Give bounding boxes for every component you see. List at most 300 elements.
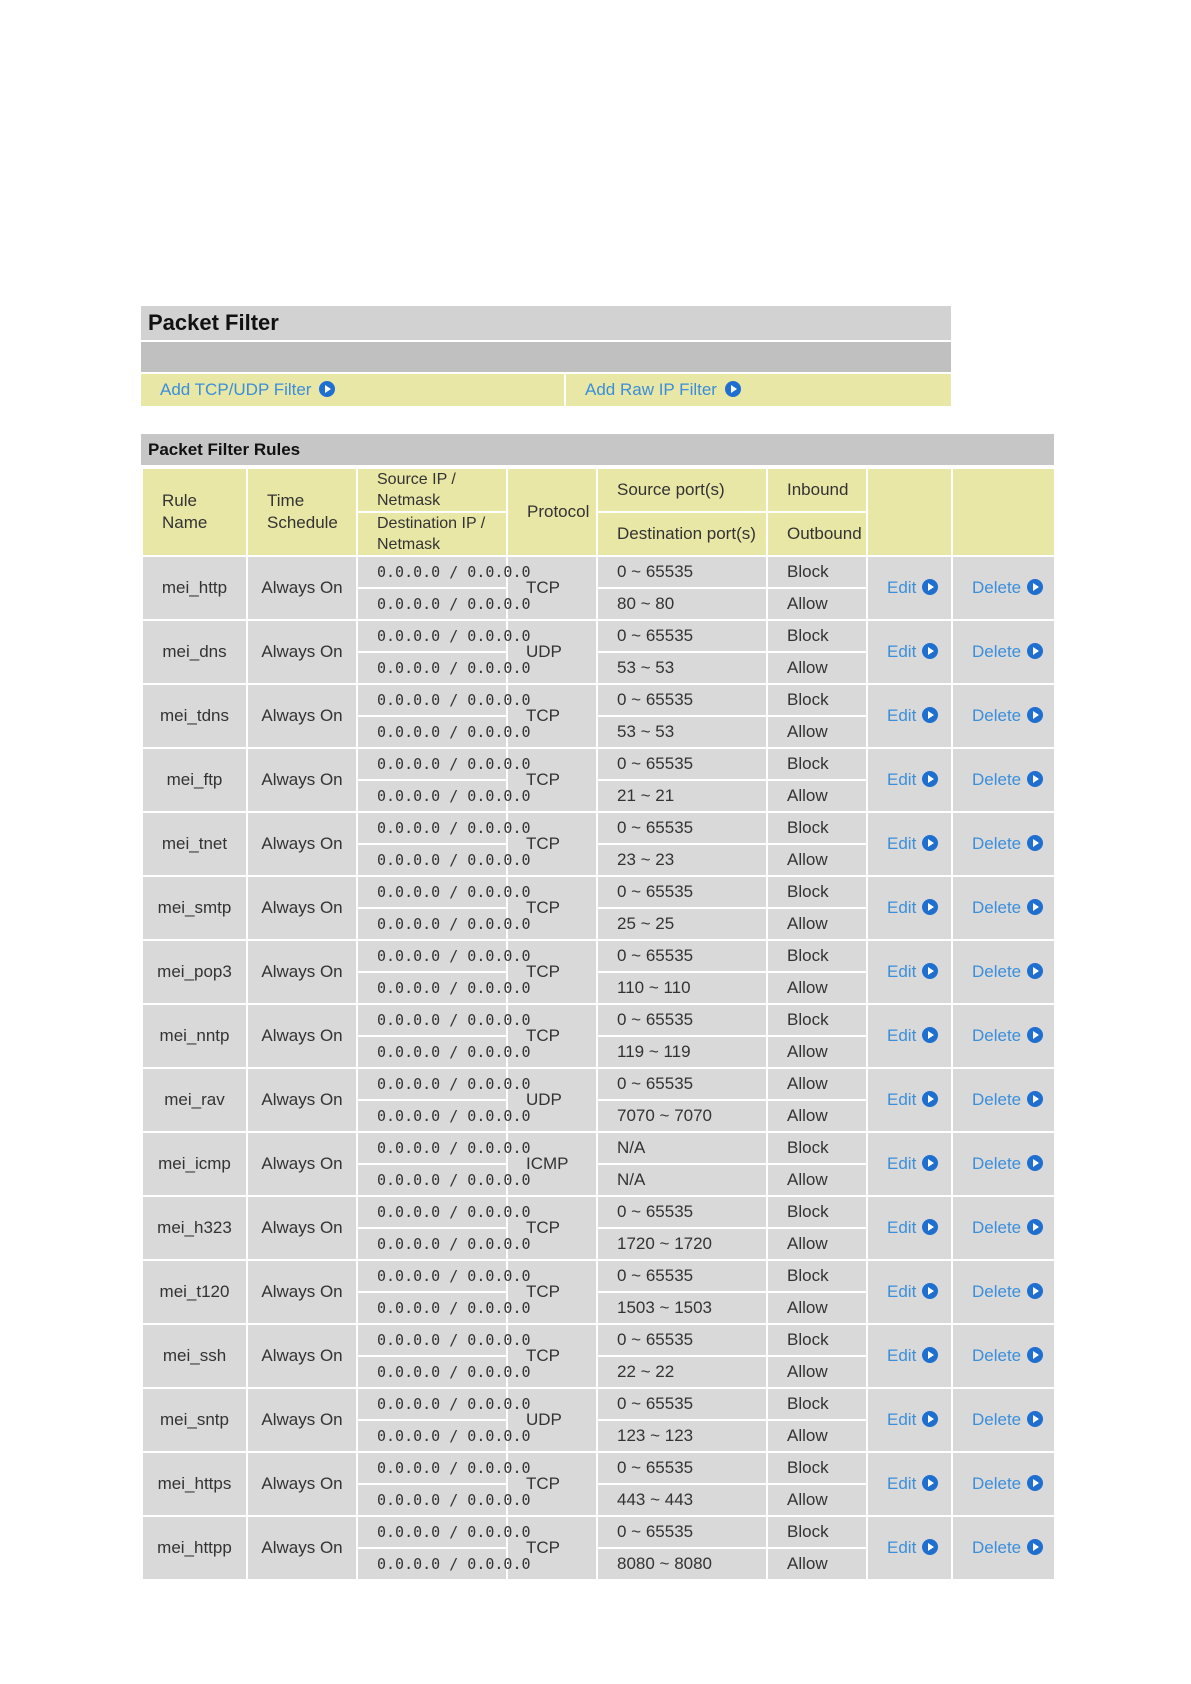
header-source-ports: Source port(s) <box>597 468 767 512</box>
delete-cell <box>952 1388 1055 1452</box>
destination-port-cell: 21 ~ 21 <box>597 780 767 812</box>
arrow-right-icon[interactable] <box>922 579 938 595</box>
add-raw-ip-filter-link[interactable] <box>585 380 741 399</box>
arrow-right-icon[interactable] <box>1027 963 1043 979</box>
delete-cell <box>952 1452 1055 1516</box>
rule-name-cell: mei_rav <box>142 1068 247 1132</box>
table-row <box>142 1132 1055 1164</box>
source-port-cell: 0 ~ 65535 <box>597 940 767 972</box>
source-port-cell: 0 ~ 65535 <box>597 1260 767 1292</box>
add-raw-ip-cell <box>566 374 951 406</box>
source-port-cell: N/A <box>597 1132 767 1164</box>
delete-cell <box>952 1324 1055 1388</box>
table-row <box>142 1260 1055 1292</box>
outbound-cell: Allow <box>767 1164 867 1196</box>
edit-cell <box>867 876 952 940</box>
header-outbound: Outbound <box>767 512 867 556</box>
source-ip-cell: 0.0.0.0 / 0.0.0.0 <box>357 1516 507 1548</box>
table-row <box>142 1324 1055 1356</box>
header-source-ip <box>357 468 507 512</box>
edit-button[interactable] <box>887 642 938 661</box>
arrow-right-icon[interactable] <box>922 707 938 723</box>
rule-name-cell: mei_sntp <box>142 1388 247 1452</box>
protocol-cell: TCP <box>507 940 597 1004</box>
edit-button[interactable] <box>887 1346 938 1365</box>
outbound-cell: Allow <box>767 1292 867 1324</box>
arrow-right-icon[interactable] <box>1027 771 1043 787</box>
time-schedule-cell: Always On <box>247 812 357 876</box>
rule-name-cell: mei_dns <box>142 620 247 684</box>
arrow-right-icon[interactable] <box>922 1539 938 1555</box>
packet-filter-spacer-bar <box>141 342 951 372</box>
edit-label: Edit <box>887 1282 917 1301</box>
table-row <box>142 556 1055 588</box>
delete-cell <box>952 1004 1055 1068</box>
time-schedule-cell: Always On <box>247 876 357 940</box>
outbound-cell: Allow <box>767 1484 867 1516</box>
delete-button[interactable] <box>972 898 1043 917</box>
edit-cell <box>867 556 952 620</box>
time-schedule-cell: Always On <box>247 1324 357 1388</box>
edit-cell <box>867 1068 952 1132</box>
time-schedule-cell: Always On <box>247 1260 357 1324</box>
source-ip-cell: 0.0.0.0 / 0.0.0.0 <box>357 1388 507 1420</box>
header-protocol: Protocol <box>507 468 597 556</box>
table-row <box>142 748 1055 780</box>
delete-cell <box>952 748 1055 812</box>
delete-label: Delete <box>972 1346 1022 1365</box>
arrow-right-icon[interactable] <box>1027 1539 1043 1555</box>
edit-label: Edit <box>887 642 917 661</box>
arrow-right-icon[interactable] <box>1027 1411 1043 1427</box>
source-ip-cell: 0.0.0.0 / 0.0.0.0 <box>357 1260 507 1292</box>
protocol-cell: TCP <box>507 748 597 812</box>
edit-button[interactable] <box>887 1410 938 1429</box>
edit-cell <box>867 1388 952 1452</box>
rule-name-cell: mei_nntp <box>142 1004 247 1068</box>
outbound-cell: Allow <box>767 844 867 876</box>
edit-cell <box>867 812 952 876</box>
rule-name-cell: mei_httpp <box>142 1516 247 1580</box>
edit-label: Edit <box>887 770 917 789</box>
destination-ip-cell: 0.0.0.0 / 0.0.0.0 <box>357 1484 507 1516</box>
source-port-cell: 0 ~ 65535 <box>597 876 767 908</box>
delete-cell <box>952 1260 1055 1324</box>
delete-cell <box>952 1516 1055 1580</box>
outbound-cell: Allow <box>767 652 867 684</box>
source-ip-cell: 0.0.0.0 / 0.0.0.0 <box>357 940 507 972</box>
edit-label: Edit <box>887 834 917 853</box>
edit-label: Edit <box>887 1090 917 1109</box>
destination-ip-cell: 0.0.0.0 / 0.0.0.0 <box>357 1292 507 1324</box>
destination-ip-cell: 0.0.0.0 / 0.0.0.0 <box>357 780 507 812</box>
rule-name-cell: mei_t120 <box>142 1260 247 1324</box>
arrow-right-icon[interactable] <box>1027 707 1043 723</box>
source-port-cell: 0 ~ 65535 <box>597 620 767 652</box>
edit-label: Edit <box>887 1154 917 1173</box>
protocol-cell: TCP <box>507 1452 597 1516</box>
header-time-schedule <box>247 468 357 556</box>
rules-table-header <box>142 468 1055 556</box>
table-row <box>142 1196 1055 1228</box>
edit-label: Edit <box>887 898 917 917</box>
source-ip-cell: 0.0.0.0 / 0.0.0.0 <box>357 1068 507 1100</box>
delete-cell <box>952 940 1055 1004</box>
outbound-cell: Allow <box>767 588 867 620</box>
destination-port-cell: 23 ~ 23 <box>597 844 767 876</box>
table-row <box>142 812 1055 844</box>
source-port-cell: 0 ~ 65535 <box>597 1004 767 1036</box>
add-tcp-udp-cell <box>141 374 564 406</box>
edit-cell <box>867 620 952 684</box>
source-port-cell: 0 ~ 65535 <box>597 684 767 716</box>
edit-button[interactable] <box>887 578 938 597</box>
destination-ip-cell: 0.0.0.0 / 0.0.0.0 <box>357 844 507 876</box>
header-edit-blank <box>867 468 952 556</box>
delete-button[interactable] <box>972 1026 1043 1045</box>
destination-ip-cell: 0.0.0.0 / 0.0.0.0 <box>357 1164 507 1196</box>
edit-label: Edit <box>887 1346 917 1365</box>
edit-button[interactable] <box>887 962 938 981</box>
destination-port-cell: 25 ~ 25 <box>597 908 767 940</box>
destination-port-cell: 53 ~ 53 <box>597 716 767 748</box>
arrow-right-icon[interactable] <box>319 381 335 397</box>
edit-button[interactable] <box>887 898 938 917</box>
edit-cell <box>867 748 952 812</box>
arrow-right-icon[interactable] <box>922 1155 938 1171</box>
delete-button[interactable] <box>972 1218 1043 1237</box>
delete-cell <box>952 556 1055 620</box>
delete-label: Delete <box>972 1090 1022 1109</box>
edit-label: Edit <box>887 1218 917 1237</box>
table-row <box>142 1388 1055 1420</box>
protocol-cell: UDP <box>507 620 597 684</box>
source-ip-cell: 0.0.0.0 / 0.0.0.0 <box>357 1004 507 1036</box>
outbound-cell: Allow <box>767 1100 867 1132</box>
inbound-cell: Block <box>767 876 867 908</box>
edit-button[interactable] <box>887 770 938 789</box>
edit-button[interactable] <box>887 1474 938 1493</box>
edit-cell <box>867 1004 952 1068</box>
edit-button[interactable] <box>887 1154 938 1173</box>
header-destination-ports: Destination port(s) <box>597 512 767 556</box>
add-tcp-udp-filter-link[interactable] <box>160 380 335 399</box>
time-schedule-cell: Always On <box>247 1516 357 1580</box>
delete-button[interactable] <box>972 1282 1043 1301</box>
time-schedule-cell: Always On <box>247 620 357 684</box>
edit-label: Edit <box>887 1026 917 1045</box>
delete-cell <box>952 1068 1055 1132</box>
delete-label: Delete <box>972 962 1022 981</box>
inbound-cell: Block <box>767 1388 867 1420</box>
arrow-right-icon[interactable] <box>1027 1475 1043 1491</box>
delete-button[interactable] <box>972 1154 1043 1173</box>
rule-name-cell: mei_tdns <box>142 684 247 748</box>
header-inbound: Inbound <box>767 468 867 512</box>
packet-filter-rules-title: Packet Filter Rules <box>141 434 1054 465</box>
arrow-right-icon[interactable] <box>922 643 938 659</box>
destination-ip-cell: 0.0.0.0 / 0.0.0.0 <box>357 1100 507 1132</box>
delete-button[interactable] <box>972 706 1043 725</box>
arrow-right-icon[interactable] <box>922 1091 938 1107</box>
table-row <box>142 1004 1055 1036</box>
delete-button[interactable] <box>972 578 1043 597</box>
arrow-right-icon[interactable] <box>1027 1219 1043 1235</box>
destination-ip-cell: 0.0.0.0 / 0.0.0.0 <box>357 588 507 620</box>
protocol-cell: TCP <box>507 684 597 748</box>
source-port-cell: 0 ~ 65535 <box>597 1452 767 1484</box>
destination-ip-cell: 0.0.0.0 / 0.0.0.0 <box>357 1548 507 1580</box>
outbound-cell: Allow <box>767 908 867 940</box>
edit-cell <box>867 1452 952 1516</box>
arrow-right-icon[interactable] <box>922 771 938 787</box>
arrow-right-icon[interactable] <box>1027 643 1043 659</box>
rule-name-cell: mei_http <box>142 556 247 620</box>
source-port-cell: 0 ~ 65535 <box>597 1516 767 1548</box>
source-ip-cell: 0.0.0.0 / 0.0.0.0 <box>357 1324 507 1356</box>
delete-label: Delete <box>972 642 1022 661</box>
edit-cell <box>867 1132 952 1196</box>
delete-cell <box>952 812 1055 876</box>
outbound-cell: Allow <box>767 716 867 748</box>
edit-button[interactable] <box>887 1538 938 1557</box>
inbound-cell: Block <box>767 556 867 588</box>
destination-port-cell: 7070 ~ 7070 <box>597 1100 767 1132</box>
header-delete-blank <box>952 468 1055 556</box>
inbound-cell: Block <box>767 1516 867 1548</box>
destination-port-cell: 22 ~ 22 <box>597 1356 767 1388</box>
source-port-cell: 0 ~ 65535 <box>597 1388 767 1420</box>
delete-label: Delete <box>972 1218 1022 1237</box>
source-ip-cell: 0.0.0.0 / 0.0.0.0 <box>357 1452 507 1484</box>
delete-label: Delete <box>972 1154 1022 1173</box>
edit-label: Edit <box>887 578 917 597</box>
destination-port-cell: 119 ~ 119 <box>597 1036 767 1068</box>
arrow-right-icon[interactable] <box>922 1283 938 1299</box>
header-rule-name <box>142 468 247 556</box>
arrow-right-icon[interactable] <box>725 381 741 397</box>
inbound-cell: Block <box>767 812 867 844</box>
source-ip-cell: 0.0.0.0 / 0.0.0.0 <box>357 556 507 588</box>
protocol-cell: TCP <box>507 1516 597 1580</box>
inbound-cell: Block <box>767 1196 867 1228</box>
delete-button[interactable] <box>972 1474 1043 1493</box>
table-row <box>142 1516 1055 1548</box>
delete-label: Delete <box>972 898 1022 917</box>
time-schedule-cell: Always On <box>247 940 357 1004</box>
delete-button[interactable] <box>972 1410 1043 1429</box>
edit-button[interactable] <box>887 1218 938 1237</box>
destination-ip-cell: 0.0.0.0 / 0.0.0.0 <box>357 1036 507 1068</box>
outbound-cell: Allow <box>767 780 867 812</box>
edit-label: Edit <box>887 1410 917 1429</box>
time-schedule-cell: Always On <box>247 684 357 748</box>
destination-port-cell: 110 ~ 110 <box>597 972 767 1004</box>
delete-label: Delete <box>972 1282 1022 1301</box>
source-port-cell: 0 ~ 65535 <box>597 556 767 588</box>
delete-cell <box>952 620 1055 684</box>
time-schedule-cell: Always On <box>247 1004 357 1068</box>
edit-button[interactable] <box>887 1026 938 1045</box>
arrow-right-icon[interactable] <box>1027 899 1043 915</box>
edit-button[interactable] <box>887 706 938 725</box>
source-ip-cell: 0.0.0.0 / 0.0.0.0 <box>357 1196 507 1228</box>
delete-button[interactable] <box>972 1090 1043 1109</box>
table-row <box>142 684 1055 716</box>
delete-cell <box>952 684 1055 748</box>
inbound-cell: Block <box>767 1452 867 1484</box>
rule-name-cell: mei_tnet <box>142 812 247 876</box>
outbound-cell: Allow <box>767 972 867 1004</box>
destination-ip-cell: 0.0.0.0 / 0.0.0.0 <box>357 716 507 748</box>
header-destination-ip <box>357 512 507 556</box>
inbound-cell: Block <box>767 1324 867 1356</box>
destination-port-cell: 1503 ~ 1503 <box>597 1292 767 1324</box>
protocol-cell: UDP <box>507 1388 597 1452</box>
destination-port-cell: 443 ~ 443 <box>597 1484 767 1516</box>
time-schedule-cell: Always On <box>247 1388 357 1452</box>
protocol-cell: TCP <box>507 812 597 876</box>
source-ip-cell: 0.0.0.0 / 0.0.0.0 <box>357 748 507 780</box>
protocol-cell: TCP <box>507 1196 597 1260</box>
packet-filter-title: Packet Filter <box>141 306 951 340</box>
destination-port-cell: 8080 ~ 8080 <box>597 1548 767 1580</box>
table-row <box>142 876 1055 908</box>
delete-button[interactable] <box>972 642 1043 661</box>
edit-button[interactable] <box>887 834 938 853</box>
destination-port-cell: 80 ~ 80 <box>597 588 767 620</box>
source-port-cell: 0 ~ 65535 <box>597 1324 767 1356</box>
arrow-right-icon[interactable] <box>922 1219 938 1235</box>
arrow-right-icon[interactable] <box>922 899 938 915</box>
rule-name-cell: mei_ssh <box>142 1324 247 1388</box>
source-ip-cell: 0.0.0.0 / 0.0.0.0 <box>357 620 507 652</box>
inbound-cell: Allow <box>767 1068 867 1100</box>
time-schedule-cell: Always On <box>247 748 357 812</box>
inbound-cell: Block <box>767 940 867 972</box>
add-raw-ip-filter-label: Add Raw IP Filter <box>585 380 717 399</box>
add-tcp-udp-filter-label: Add TCP/UDP Filter <box>160 380 312 399</box>
destination-ip-cell: 0.0.0.0 / 0.0.0.0 <box>357 1356 507 1388</box>
arrow-right-icon[interactable] <box>922 1475 938 1491</box>
outbound-cell: Allow <box>767 1036 867 1068</box>
rule-name-cell: mei_ftp <box>142 748 247 812</box>
delete-label: Delete <box>972 1538 1022 1557</box>
protocol-cell: TCP <box>507 876 597 940</box>
outbound-cell: Allow <box>767 1420 867 1452</box>
delete-label: Delete <box>972 770 1022 789</box>
arrow-right-icon[interactable] <box>1027 1155 1043 1171</box>
time-schedule-cell: Always On <box>247 1068 357 1132</box>
arrow-right-icon[interactable] <box>922 963 938 979</box>
delete-button[interactable] <box>972 1538 1043 1557</box>
delete-label: Delete <box>972 706 1022 725</box>
source-ip-cell: 0.0.0.0 / 0.0.0.0 <box>357 1132 507 1164</box>
protocol-cell: ICMP <box>507 1132 597 1196</box>
delete-label: Delete <box>972 1026 1022 1045</box>
edit-cell <box>867 940 952 1004</box>
edit-label: Edit <box>887 706 917 725</box>
edit-button[interactable] <box>887 1282 938 1301</box>
destination-ip-cell: 0.0.0.0 / 0.0.0.0 <box>357 652 507 684</box>
delete-cell <box>952 1196 1055 1260</box>
time-schedule-cell: Always On <box>247 556 357 620</box>
destination-port-cell: N/A <box>597 1164 767 1196</box>
table-row <box>142 940 1055 972</box>
outbound-cell: Allow <box>767 1356 867 1388</box>
arrow-right-icon[interactable] <box>922 1027 938 1043</box>
arrow-right-icon[interactable] <box>922 835 938 851</box>
source-port-cell: 0 ~ 65535 <box>597 1068 767 1100</box>
outbound-cell: Allow <box>767 1548 867 1580</box>
header-source-ip-label: Source IP / Netmask <box>377 471 456 509</box>
destination-port-cell: 1720 ~ 1720 <box>597 1228 767 1260</box>
arrow-right-icon[interactable] <box>1027 579 1043 595</box>
time-schedule-cell: Always On <box>247 1196 357 1260</box>
inbound-cell: Block <box>767 620 867 652</box>
edit-label: Edit <box>887 1538 917 1557</box>
delete-button[interactable] <box>972 770 1043 789</box>
arrow-right-icon[interactable] <box>1027 1347 1043 1363</box>
packet-filter-panel <box>141 306 951 406</box>
edit-cell <box>867 1260 952 1324</box>
source-port-cell: 0 ~ 65535 <box>597 1196 767 1228</box>
destination-ip-cell: 0.0.0.0 / 0.0.0.0 <box>357 908 507 940</box>
source-port-cell: 0 ~ 65535 <box>597 748 767 780</box>
edit-label: Edit <box>887 1474 917 1493</box>
table-row <box>142 620 1055 652</box>
protocol-cell: TCP <box>507 556 597 620</box>
delete-button[interactable] <box>972 834 1043 853</box>
source-ip-cell: 0.0.0.0 / 0.0.0.0 <box>357 876 507 908</box>
arrow-right-icon[interactable] <box>1027 835 1043 851</box>
table-row <box>142 1068 1055 1100</box>
rule-name-cell: mei_pop3 <box>142 940 247 1004</box>
delete-label: Delete <box>972 1410 1022 1429</box>
rule-name-cell: mei_icmp <box>142 1132 247 1196</box>
delete-cell <box>952 1132 1055 1196</box>
arrow-right-icon[interactable] <box>1027 1283 1043 1299</box>
edit-cell <box>867 1324 952 1388</box>
arrow-right-icon[interactable] <box>922 1347 938 1363</box>
destination-port-cell: 53 ~ 53 <box>597 652 767 684</box>
delete-button[interactable] <box>972 1346 1043 1365</box>
arrow-right-icon[interactable] <box>1027 1091 1043 1107</box>
delete-label: Delete <box>972 834 1022 853</box>
destination-ip-cell: 0.0.0.0 / 0.0.0.0 <box>357 1228 507 1260</box>
header-destination-ip-label: Destination IP / Netmask <box>377 515 486 553</box>
rule-name-cell: mei_https <box>142 1452 247 1516</box>
edit-button[interactable] <box>887 1090 938 1109</box>
arrow-right-icon[interactable] <box>922 1411 938 1427</box>
arrow-right-icon[interactable] <box>1027 1027 1043 1043</box>
header-time-schedule-label: Time Schedule <box>267 491 338 532</box>
table-row <box>142 1452 1055 1484</box>
time-schedule-cell: Always On <box>247 1452 357 1516</box>
delete-label: Delete <box>972 1474 1022 1493</box>
inbound-cell: Block <box>767 1260 867 1292</box>
source-ip-cell: 0.0.0.0 / 0.0.0.0 <box>357 684 507 716</box>
inbound-cell: Block <box>767 748 867 780</box>
edit-label: Edit <box>887 962 917 981</box>
delete-button[interactable] <box>972 962 1043 981</box>
source-ip-cell: 0.0.0.0 / 0.0.0.0 <box>357 812 507 844</box>
inbound-cell: Block <box>767 1132 867 1164</box>
inbound-cell: Block <box>767 684 867 716</box>
rule-name-cell: mei_smtp <box>142 876 247 940</box>
protocol-cell: TCP <box>507 1004 597 1068</box>
destination-ip-cell: 0.0.0.0 / 0.0.0.0 <box>357 1420 507 1452</box>
